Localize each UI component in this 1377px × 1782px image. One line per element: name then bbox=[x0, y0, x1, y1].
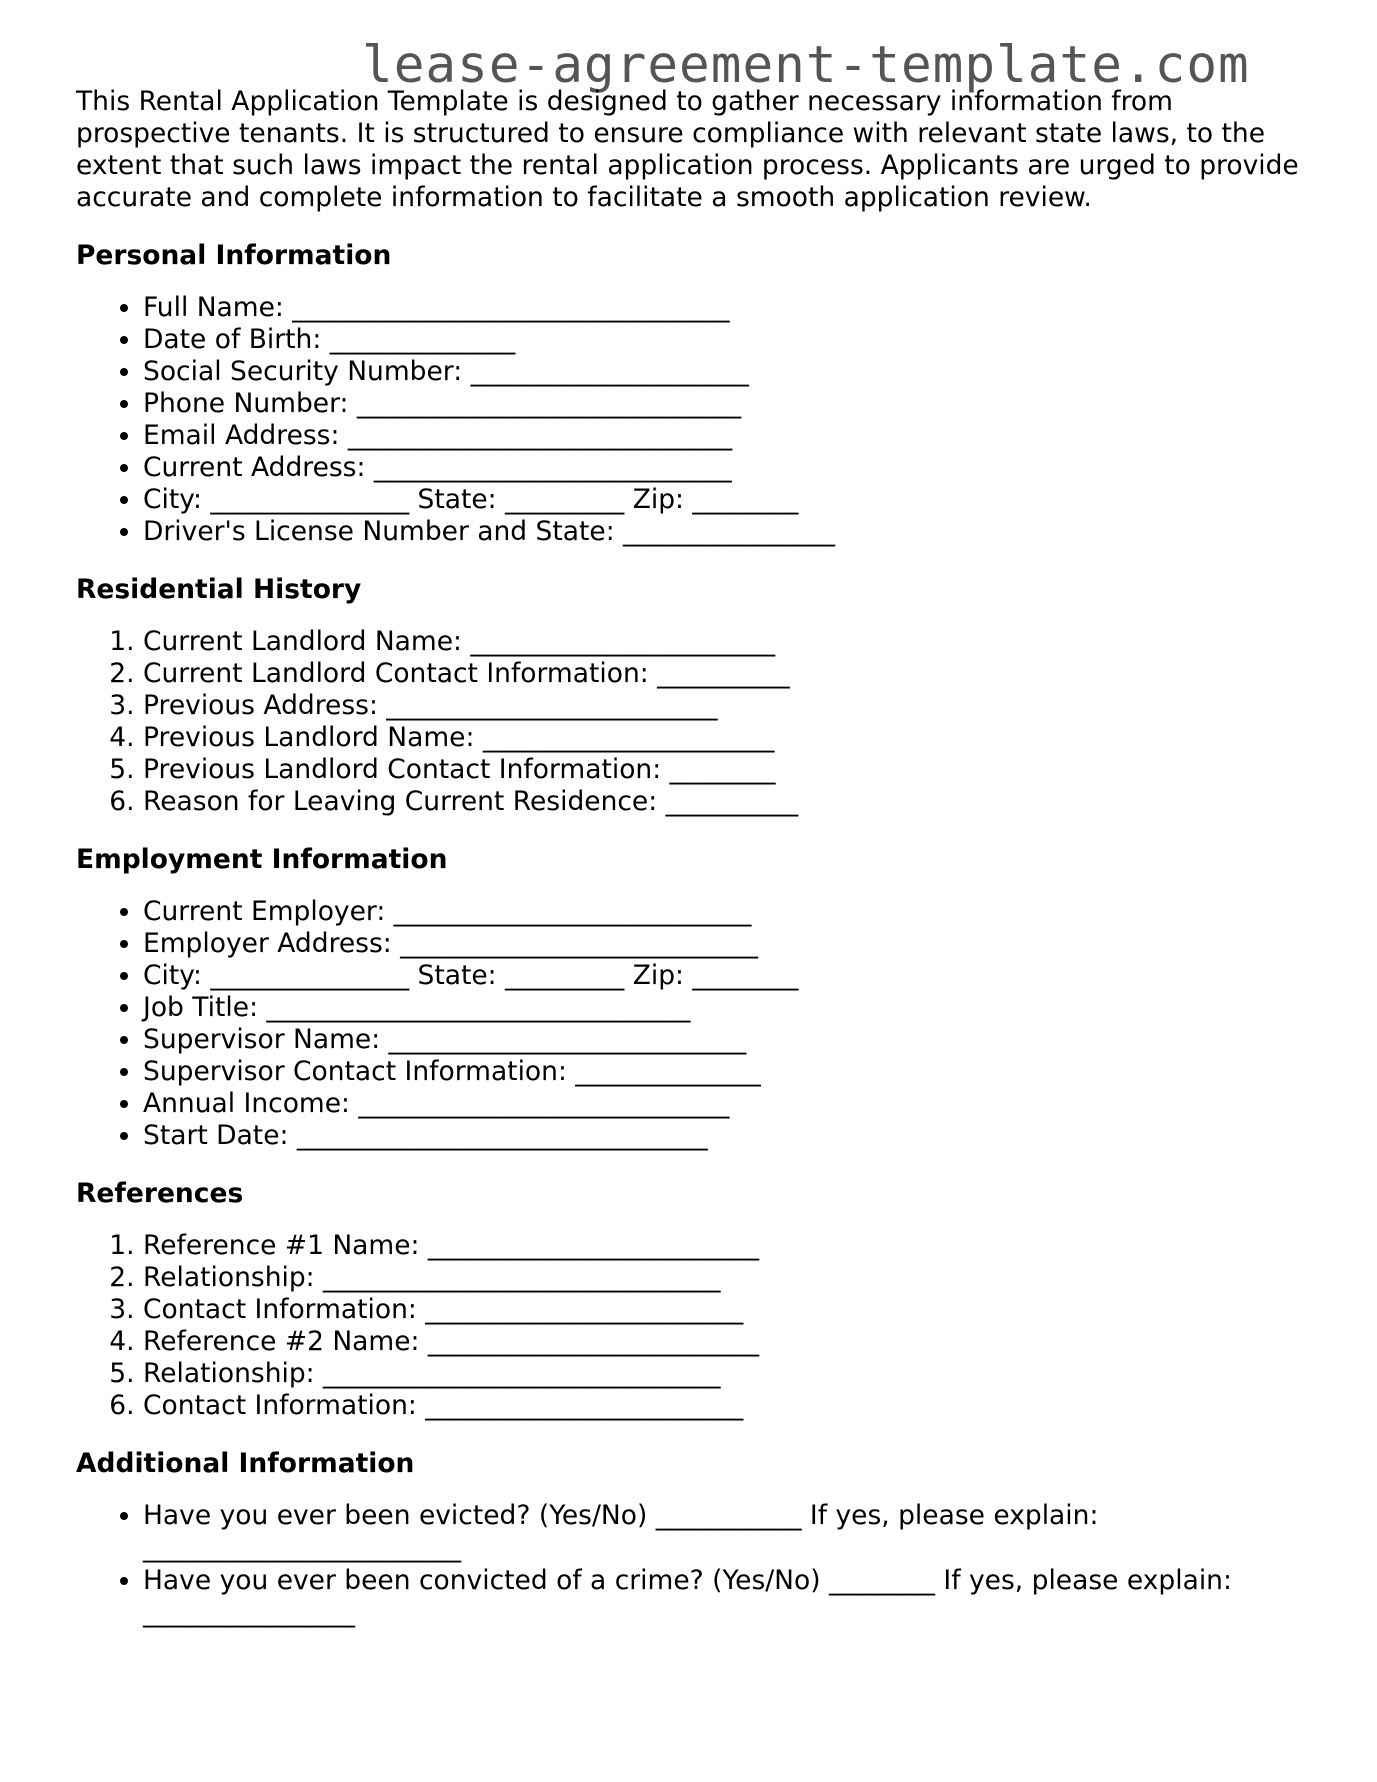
section-title-employment-information: Employment Information bbox=[76, 844, 448, 875]
list-item-start-date: • Start Date: _______________________________ bbox=[143, 1120, 1316, 1152]
list-item-previous-address: 3. Previous Address: _________________________ bbox=[143, 690, 1316, 722]
watermark: lease-agreement-template.com bbox=[362, 36, 1250, 95]
list-item-supervisor-name: • Supervisor Name: ___________________________ bbox=[143, 1024, 1316, 1056]
list-item-full-name: • Full Name: _________________________________ bbox=[143, 292, 1316, 324]
section-title-residential-history: Residential History bbox=[76, 574, 362, 605]
additional-information-list bbox=[76, 1500, 1316, 1629]
list-item-reference-1-relationship: 2. Relationship: ______________________________ bbox=[143, 1262, 1316, 1294]
section-title-references: References bbox=[76, 1178, 244, 1209]
references-list bbox=[76, 1230, 1316, 1422]
document-body bbox=[76, 86, 1316, 1630]
list-item-reference-2-contact: 6. Contact Information: ________________________ bbox=[143, 1390, 1316, 1422]
list-item-previous-landlord-name: 4. Previous Landlord Name: ______________________ bbox=[143, 722, 1316, 754]
section-title-additional-information: Additional Information bbox=[76, 1448, 415, 1479]
list-item-reference-2-name: 4. Reference #2 Name: _________________________ bbox=[143, 1326, 1316, 1358]
list-item-current-landlord-contact: 2. Current Landlord Contact Information: __________ bbox=[143, 658, 1316, 690]
list-item-ssn: • Social Security Number: _____________________ bbox=[143, 356, 1316, 388]
list-item-supervisor-contact: • Supervisor Contact Information: ______________ bbox=[143, 1056, 1316, 1088]
list-item-reason-for-leaving: 6. Reason for Leaving Current Residence: __________ bbox=[143, 786, 1316, 818]
list-item-employer-city-state-zip: • City: _______________ State: _________ Zip: ________ bbox=[143, 960, 1316, 992]
list-item-phone: • Phone Number: _____________________________ bbox=[143, 388, 1316, 420]
list-item-reference-1-contact: 3. Contact Information: ________________________ bbox=[143, 1294, 1316, 1326]
section-title-personal-information: Personal Information bbox=[76, 240, 392, 271]
list-item-employer-address: • Employer Address: ___________________________ bbox=[143, 928, 1316, 960]
employment-information-list bbox=[76, 896, 1316, 1152]
list-item-date-of-birth: • Date of Birth: ______________ bbox=[143, 324, 1316, 356]
list-item-previous-landlord-contact: 5. Previous Landlord Contact Information: ________ bbox=[143, 754, 1316, 786]
list-item-drivers-license: • Driver's License Number and State: ________________ bbox=[143, 516, 1316, 548]
list-item-evicted bbox=[143, 1500, 1316, 1564]
personal-information-list bbox=[76, 292, 1316, 548]
list-item-annual-income: • Annual Income: ____________________________ bbox=[143, 1088, 1316, 1120]
convicted-question: • Have you ever been convicted of a crime? (Yes/No) ________ If yes, please explain: ________________ bbox=[143, 1565, 1232, 1628]
list-item-current-landlord-name: 1. Current Landlord Name: _______________________ bbox=[143, 626, 1316, 658]
list-item-city-state-zip: • City: _______________ State: _________ Zip: ________ bbox=[143, 484, 1316, 516]
list-item-reference-2-relationship: 5. Relationship: ______________________________ bbox=[143, 1358, 1316, 1390]
list-item-current-employer: • Current Employer: ___________________________ bbox=[143, 896, 1316, 928]
list-item-current-address: • Current Address: ___________________________ bbox=[143, 452, 1316, 484]
residential-history-list bbox=[76, 626, 1316, 818]
evicted-question: • Have you ever been evicted? (Yes/No) ___________ If yes, please explain: ________________________ bbox=[143, 1500, 1099, 1563]
list-item-job-title: • Job Title: ________________________________ bbox=[143, 992, 1316, 1024]
list-item-convicted bbox=[143, 1565, 1316, 1629]
list-item-reference-1-name: 1. Reference #1 Name: _________________________ bbox=[143, 1230, 1316, 1262]
intro-paragraph: This Rental Application Template is designed to gather necessary information from prospective tenants. It is structured to ensure compliance with relevant state laws, to the extent that such laws impact the rental application process. Applicants are urged to provide accurate and complete information to facilitate a smooth application review. bbox=[76, 86, 1299, 213]
list-item-email: • Email Address: _____________________________ bbox=[143, 420, 1316, 452]
